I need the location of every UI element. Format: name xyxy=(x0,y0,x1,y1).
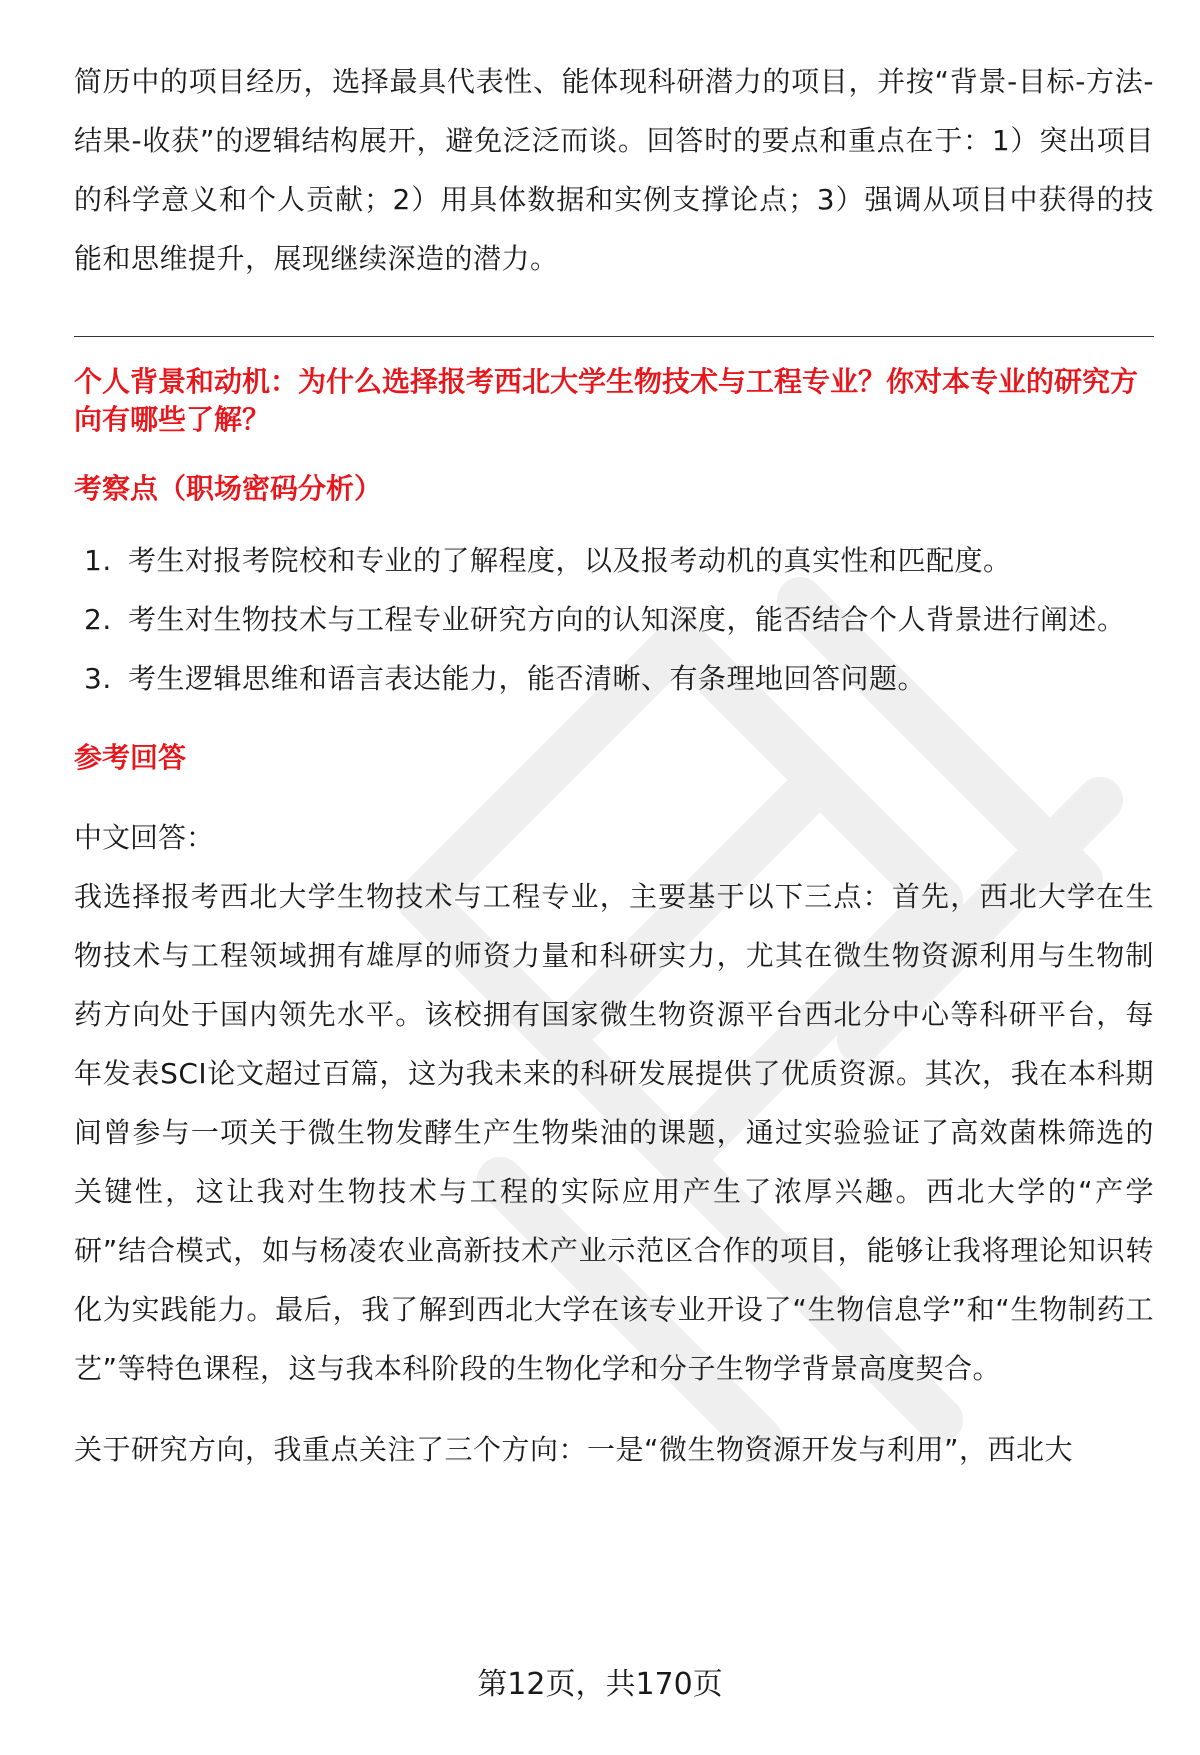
list-item xyxy=(74,531,1154,590)
list-number: 3. xyxy=(84,662,112,695)
exam-points-list xyxy=(74,531,1154,708)
list-text: 考生对报考院校和专业的了解程度，以及报考动机的真实性和匹配度。 xyxy=(128,544,1012,577)
document-page xyxy=(74,52,1154,1479)
answer-language-label: 中文回答： xyxy=(74,821,215,854)
page-number-footer: 第12页，共170页 xyxy=(477,1667,723,1702)
list-item xyxy=(74,649,1154,708)
answer-paragraph: 我选择报考西北大学生物技术与工程专业，主要基于以下三点：首先，西北大学在生物技术与工程领域拥有雄厚的师资力量和科研实力，尤其在微生物资源利用与生物制药方向处于国内领先水平。该校拥有国家微生物资源平台西北分中心等科研平台，每年发表SCI论文超过百篇，这为我未来的科研发展提供了优质资源。其次，我在本科期间曾参与一项关于微生物发酵生产生物柴油的课题，通过实验验证了高效菌株筛选的关键性，这让我对生物技术与工程的实际应用产生了浓厚兴趣。西北大学的“产学研”结合模式，如与杨凌农业高新技术产业示范区合作的项目，能够让我将理论知识转化为实践能力。最后，我了解到西北大学在该专业开设了“生物信息学”和“生物制药工艺”等特色课程，这与我本科阶段的生物化学和分子生物学背景高度契合。 xyxy=(74,880,1154,1385)
intro-paragraph: 简历中的项目经历，选择最具代表性、能体现科研潜力的项目，并按“背景-目标-方法-结果-收获”的逻辑结构展开，避免泛泛而谈。回答时的要点和重点在于：1）突出项目的科学意义和个人贡献；2）用具体数据和实例支撑论点；3）强调从项目中获得的技能和思维提升，展现继续深造的潜力。 xyxy=(74,65,1154,275)
answer-paragraph: 关于研究方向，我重点关注了三个方向：一是“微生物资源开发与利用”，西北大 xyxy=(74,1433,1074,1466)
list-number: 2. xyxy=(84,603,112,636)
list-text: 考生逻辑思维和语言表达能力，能否清晰、有条理地回答问题。 xyxy=(128,662,927,695)
list-item xyxy=(74,590,1154,649)
reference-answer-heading: 参考回答 xyxy=(74,741,187,774)
section-divider xyxy=(74,336,1154,337)
question-title: 个人背景和动机：为什么选择报考西北大学生物技术与工程专业？你对本专业的研究方向有哪些了解？ xyxy=(74,365,1139,436)
list-number: 1. xyxy=(84,544,112,577)
exam-points-heading: 考察点（职场密码分析） xyxy=(74,472,383,505)
list-text: 考生对生物技术与工程专业研究方向的认知深度，能否结合个人背景进行阐述。 xyxy=(128,603,1126,636)
